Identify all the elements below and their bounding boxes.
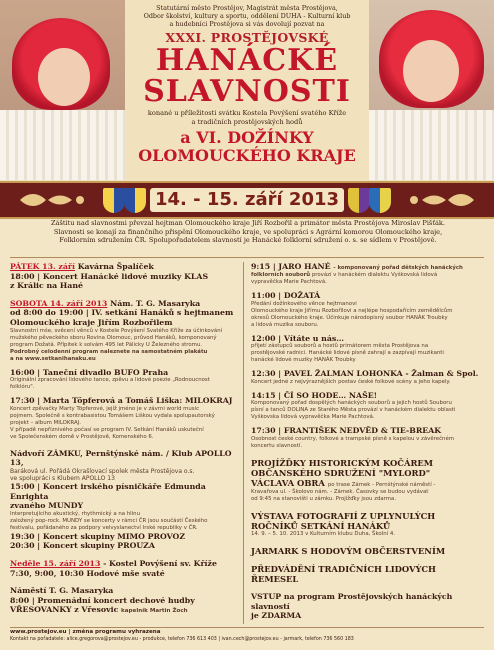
poster-footer [10, 627, 484, 643]
program-item: 17:30 | Marta Töpferová a Tomáš Liška: MILOKRAJ [10, 396, 233, 406]
entry-note: VSTUP na program Prostějovských hanáckých slavností je ZDARMA [251, 591, 453, 621]
carriage-heading: PROJÍŽĎKY HISTORICKÝM KOČÁREM OBČANSKÉHO SDRUŽENÍ "MYLORD" VÁCLAVA OBRA po trase Zámek - Pernštýnské náměstí - [251, 457, 436, 488]
fair-heading: JARMARK S HODOVÝM OBČERSTVENÍM [251, 545, 446, 556]
program-desc: Originální zpracování lidového tance, zpěvu a lidové poezie „Rodnoucnost folklóru". [10, 377, 210, 391]
program-item: Olomouckého kraje Jiřím Rozbořilem [10, 317, 173, 327]
square-heading: Náměstí T. G. Masaryka [10, 586, 114, 596]
program-desc: Koncert zpěvačky Marty Töpferové, jejíž jméno je v závrni world music pojmem. Společně s kontrabasistou Tomášem Liškou vydala spolupautorský projekt – album MILOKRAJ. V případě nepříznivého počasí se program IV. Setkání Hanáků uskuteční ve Společenském domě v Prostějově, Komenského 6. [10, 405, 215, 440]
program-desc: Komponovaný pořad dospělých hanáckých souborů a jejich hostů Souboru písní a tanců DOLINA ze Starého Města provází v hanáckém dialektu oblasti Vyškovska lidová vypravěčka Marie Pachtová. [251, 400, 456, 421]
program-desc: 14. 9. – 5. 10. 2013 v Kulturním klubu Duha, Školní 4. [251, 530, 395, 537]
divider [10, 257, 484, 258]
coat-of-arms-icon [348, 188, 370, 213]
program-desc: folklorních souborů provází v hanáckém dialektu Vyškovská lidová vypravěčka Marie Pachtová. [251, 272, 438, 285]
crafts-heading: PŘEDVÁDĚNÍ TRADIČNÍCH LIDOVÝCH ŘEMESEL [251, 563, 436, 584]
poster-header [0, 0, 494, 180]
footer-contact: Kontakt na pořadatele: alice.gregorova@prostejov.eu - produkce, telefon 736 613 403 | ivan.cech@prostejov.eu - jarmark, telefon 736 560 183 [10, 637, 354, 642]
friday-heading: PÁTEK 13. září Kavárna Špalíček [10, 262, 154, 271]
program-desc: Předání dožínkového věnce hejtmanovi Olomouckého kraje Jiřímu Rozbořilovi a nejlépe hospodařícím zemědělcům okresů Olomouckého kraje. Účinkuje národopisný soubor HANÁK Troubky a lidová muzika souboru. [251, 300, 453, 328]
program-right [251, 262, 487, 621]
photo-girl-right [369, 0, 494, 180]
folk-ornament-icon [406, 192, 476, 208]
program-item: zvaného MUNDY [10, 501, 84, 511]
program-item: 9:15 | JARO HANÉ - komponovaný pořad dětských hanáckých [251, 262, 463, 271]
coat-of-arms-icon [369, 188, 391, 213]
photo-girl-left [0, 0, 125, 180]
program-item: 7:30, 9:00, 10:30 Hodové mše svaté [10, 568, 165, 578]
program-desc: Kravařova ul. - Školovo nám. - Zámek. Časovky se budou vydávat od 9:45 na stanovišti u zámku. Projížďky jsou zdarma. [251, 488, 429, 502]
festival-date: 14. - 15. září 2013 [150, 188, 344, 212]
main-title-line1: HANÁCKÉ [155, 43, 339, 78]
program-item: 8:00 | Promenádní koncert dechové hudby [10, 595, 195, 605]
program-item: 15:00 | Koncert irského písničkáře Edmunda Enrighta [10, 481, 206, 501]
program-desc: Osobnost české country, folkové a trampské písně s kapelou v závěrečném koncertu slavností. [251, 435, 455, 449]
photo-exhibition-heading: VÝSTAVA FOTOGRAFIÍ Z UPLYNULÝCH ROČNÍKŮ SETKÁNÍ HANÁKŮ [251, 510, 436, 531]
main-title-line2: SLAVNOSTI [143, 74, 351, 109]
program-left [10, 262, 236, 615]
program-item: 19:30 | Koncert skupiny MIMO PROVOZ [10, 531, 186, 541]
header-text [125, 0, 369, 165]
program-item: z Králic na Hané [10, 281, 83, 291]
intro-text: Záštitu nad slavnostmi převzal hejtman Olomouckého kraje Jiří Rozbořil a primátor města Prostějova Miroslav Pišťák. Slavnosti se konají za finančního přispění Olomouckého kraje, ve spolupráci s Agrární komorou Olomouckého kraje, Folklorním sdružením ČR. Spolupořadatelem slavností je Hanácké folklorní sdružení o. s. se sídlem v Prostějově. [51, 219, 445, 245]
coat-of-arms-icon [103, 188, 125, 213]
footer-website: www.prostejov.eu | změna programu vyhrazena [10, 629, 161, 635]
zamek-heading: Nádvoří ZÁMKU, Pernštýnské nám. / Klub APOLLO 13, [10, 448, 232, 468]
date-band [0, 181, 494, 219]
program-item: 17:30 | FRANTIŠEK NEDVĚD & TIE-BREAK [251, 426, 442, 436]
program-item: 20:30 | Koncert skupiny PROUZA [10, 541, 155, 551]
program-item: 14:15 | ČÍ SO HODE… NAŠE! [251, 390, 378, 400]
column-divider [243, 262, 244, 624]
folk-ornament-icon [18, 192, 88, 208]
dozinky-region: OLOMOUCKÉHO KRAJE [138, 146, 356, 165]
program-item: 11:00 | DOŽATÁ [251, 291, 321, 300]
program-desc: Koncert jedné z nejvýraznějších postav české folkové scény a jeho kapely. [251, 378, 451, 385]
coat-of-arms-icon [124, 188, 146, 213]
program-desc: Interpretujícího akustický, rhythmický a na hlinu založený pop-rock. MUNDY se koncerty v rámci ČR jsou součástí Českého festivalu, pořádaného za podpory velvyslanectví Irské republiky v ČR. [10, 510, 208, 531]
program-item: 18:00 | Koncert Hanácké lidové muziky KLAS [10, 271, 209, 281]
organizers: Statutární město Prostějov, Magistrát města Prostějova, Odbor školství, kultury a sportu, oddělení DUHA - Kulturní klub a hudebníci Prostějova si vás dovolují pozvat na [143, 4, 351, 28]
program-item: 16:00 | Taneční divadlo BUFO Praha [10, 367, 169, 377]
edition-title: XXXI. PROSTĚJOVSKÉ [165, 30, 329, 45]
dozinky-title: a VI. DOŽÍNKY [180, 128, 314, 147]
program-desc: přijetí zástupců souborů a hostů primátorem města Prostějova na prostějovské radnici. Hanácké lidové písně zahrají a zazpívají muzikanti hanácké lidové muziky HANÁK Troubky [251, 343, 444, 364]
program-item: od 8:00 do 19:00 | IV. setkání Hanáků s hejtmanem [10, 308, 234, 318]
program-desc: Baráková ul. Pořádá Okrašlovací spolek města Prostějova o.s. ve spolupráci s Klubem APOLLO 13 [10, 467, 195, 482]
program-item: VŘESOVANKY z Vřesovic kapelník Martin Žoch [10, 605, 188, 615]
saturday-heading: SOBOTA 14. září 2013 Nám. T. G. Masaryka [10, 298, 201, 308]
program-item: 12:00 | Vítáte u nás… [251, 333, 345, 343]
program-item: 12:30 | PAVEL ŽALMAN LOHONKA - Žalman & Spol. [251, 369, 479, 379]
program-desc: Slavnostní mše, svěcení věnců v Kostele Povýšení Svatého Kříže za účinkování mužského pěveckého sboru Rovina Olomouc, průvod Hanáků, komponovaný program Dožatá. Přípitek k solvám 495 let Pálicky U Železného stromu. Podrobný celodenní program naleznete na samostatném plakátu a na www.setkanihanaku.eu [10, 327, 223, 362]
sunday-heading: Neděle 15. září 2013 - Kostel Povýšení sv. Kříže [10, 558, 217, 568]
subtitle: konané u příležitosti svátku Kostela Povýšení svatého Kříže a tradičních prostějovských hodů [147, 109, 347, 126]
